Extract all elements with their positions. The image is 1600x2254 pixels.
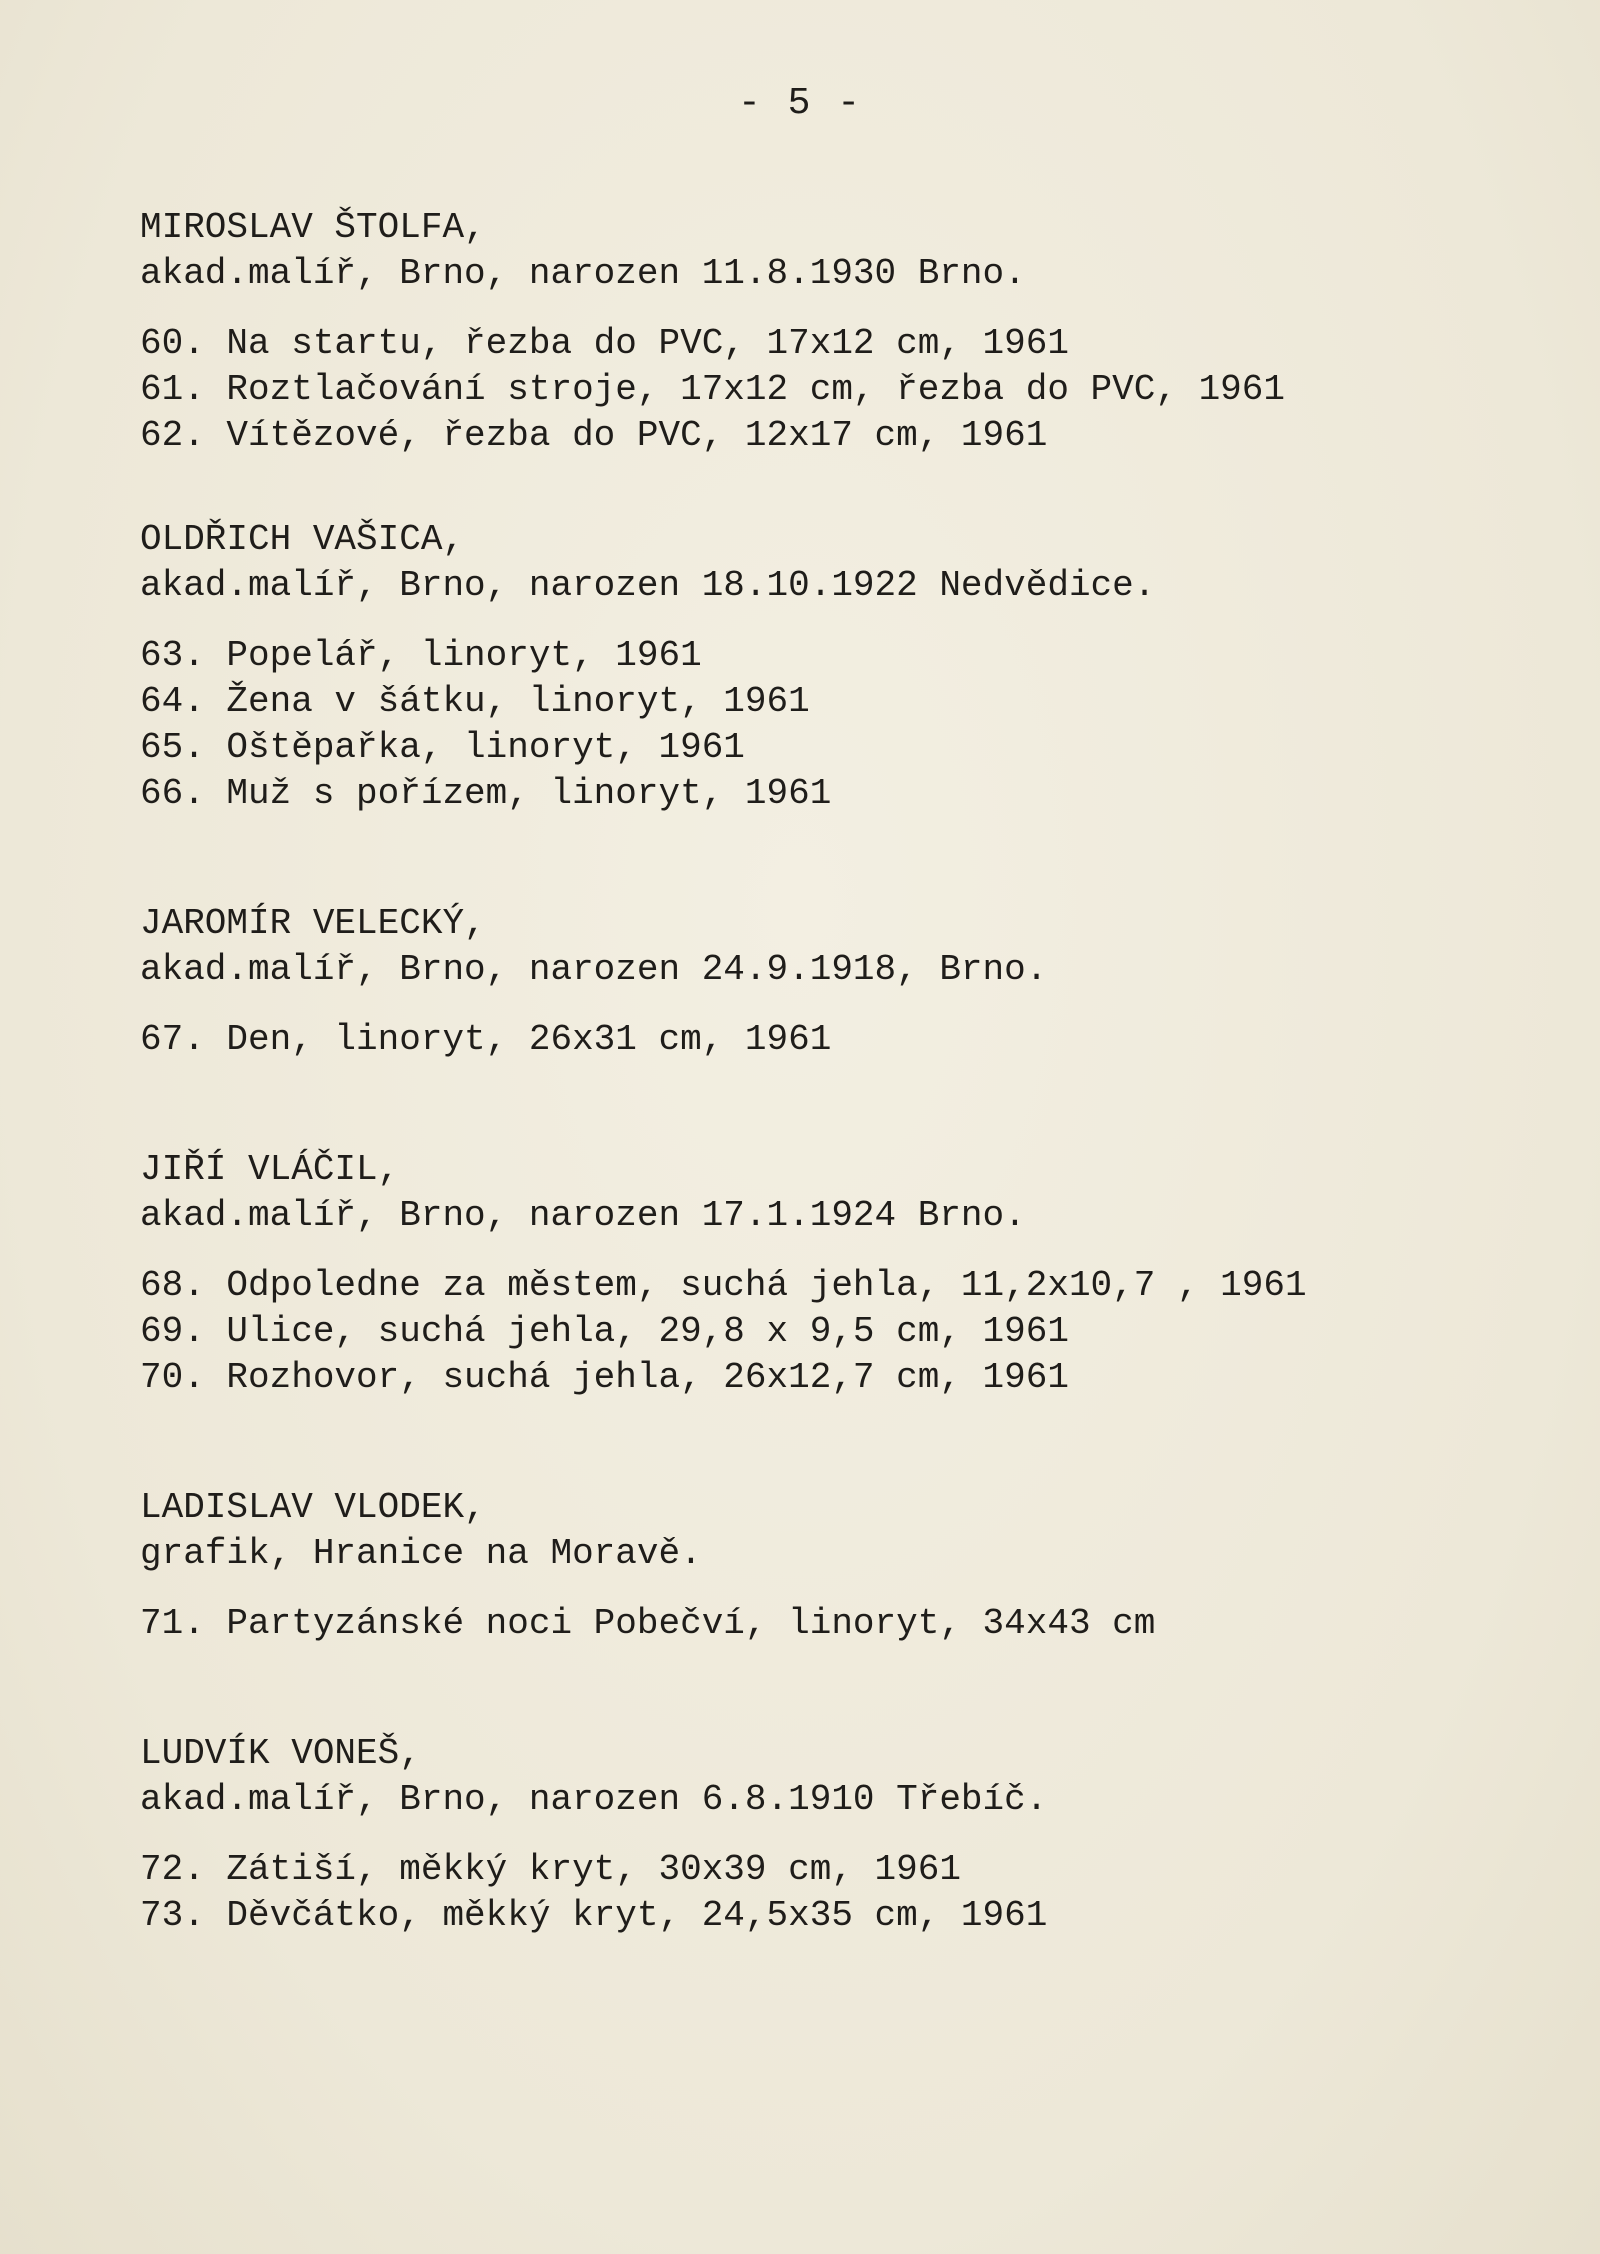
work-item: 62. Vítězové, řezba do PVC, 12x17 cm, 1961 [140,415,1048,456]
work-item: 69. Ulice, suchá jehla, 29,8 x 9,5 cm, 1961 [140,1311,1069,1352]
work-item: 72. Zátiší, měkký kryt, 30x39 cm, 1961 [140,1849,961,1890]
page-number: - 5 - [737,82,863,125]
work-item: 61. Roztlačování stroje, 17x12 cm, řezba do PVC, 1961 [140,369,1285,410]
work-item: 64. Žena v šátku, linoryt, 1961 [140,681,810,722]
artist-name: JIŘÍ VLÁČIL, [140,1149,400,1190]
artist-name: OLDŘICH VAŠICA, [140,519,465,560]
work-item: 65. Oštěpařka, linoryt, 1961 [140,727,745,768]
artist-name: LADISLAV VLODEK, [140,1487,486,1528]
works-list [140,1601,1470,1647]
artist-list [140,205,1470,1939]
work-item: 60. Na startu, řezba do PVC, 17x12 cm, 1961 [140,323,1069,364]
artist-name: LUDVÍK VONEŠ, [140,1733,421,1774]
works-list [140,1017,1470,1063]
artist-description: akad.malíř, Brno, narozen 18.10.1922 Nedvědice. [140,565,1156,606]
works-list [140,1847,1470,1939]
artist-entry-velecky [140,901,1470,1063]
works-list [140,1263,1470,1401]
artist-name: MIROSLAV ŠTOLFA, [140,207,486,248]
work-item: 70. Rozhovor, suchá jehla, 26x12,7 cm, 1961 [140,1357,1069,1398]
artist-entry-stolfa [140,205,1470,459]
work-item: 67. Den, linoryt, 26x31 cm, 1961 [140,1019,832,1060]
artist-description: akad.malíř, Brno, narozen 24.9.1918, Brno. [140,949,1048,990]
work-item: 63. Popelář, linoryt, 1961 [140,635,702,676]
work-item: 73. Děvčátko, měkký kryt, 24,5x35 cm, 1961 [140,1895,1048,1936]
artist-description: akad.malíř, Brno, narozen 17.1.1924 Brno. [140,1195,1026,1236]
work-item: 68. Odpoledne za městem, suchá jehla, 11,2x10,7 , 1961 [140,1265,1307,1306]
artist-entry-vlacil [140,1147,1470,1401]
artist-description: grafik, Hranice na Moravě. [140,1533,702,1574]
artist-name: JAROMÍR VELECKÝ, [140,903,486,944]
work-item: 71. Partyzánské noci Pobečví, linoryt, 34x43 cm [140,1603,1156,1644]
artist-description: akad.malíř, Brno, narozen 11.8.1930 Brno. [140,253,1026,294]
artist-entry-vasica [140,517,1470,817]
artist-entry-vones [140,1731,1470,1939]
work-item: 66. Muž s pořízem, linoryt, 1961 [140,773,832,814]
works-list [140,321,1470,459]
artist-entry-vlodek [140,1485,1470,1647]
artist-description: akad.malíř, Brno, narozen 6.8.1910 Třebíč. [140,1779,1048,1820]
works-list [140,633,1470,817]
